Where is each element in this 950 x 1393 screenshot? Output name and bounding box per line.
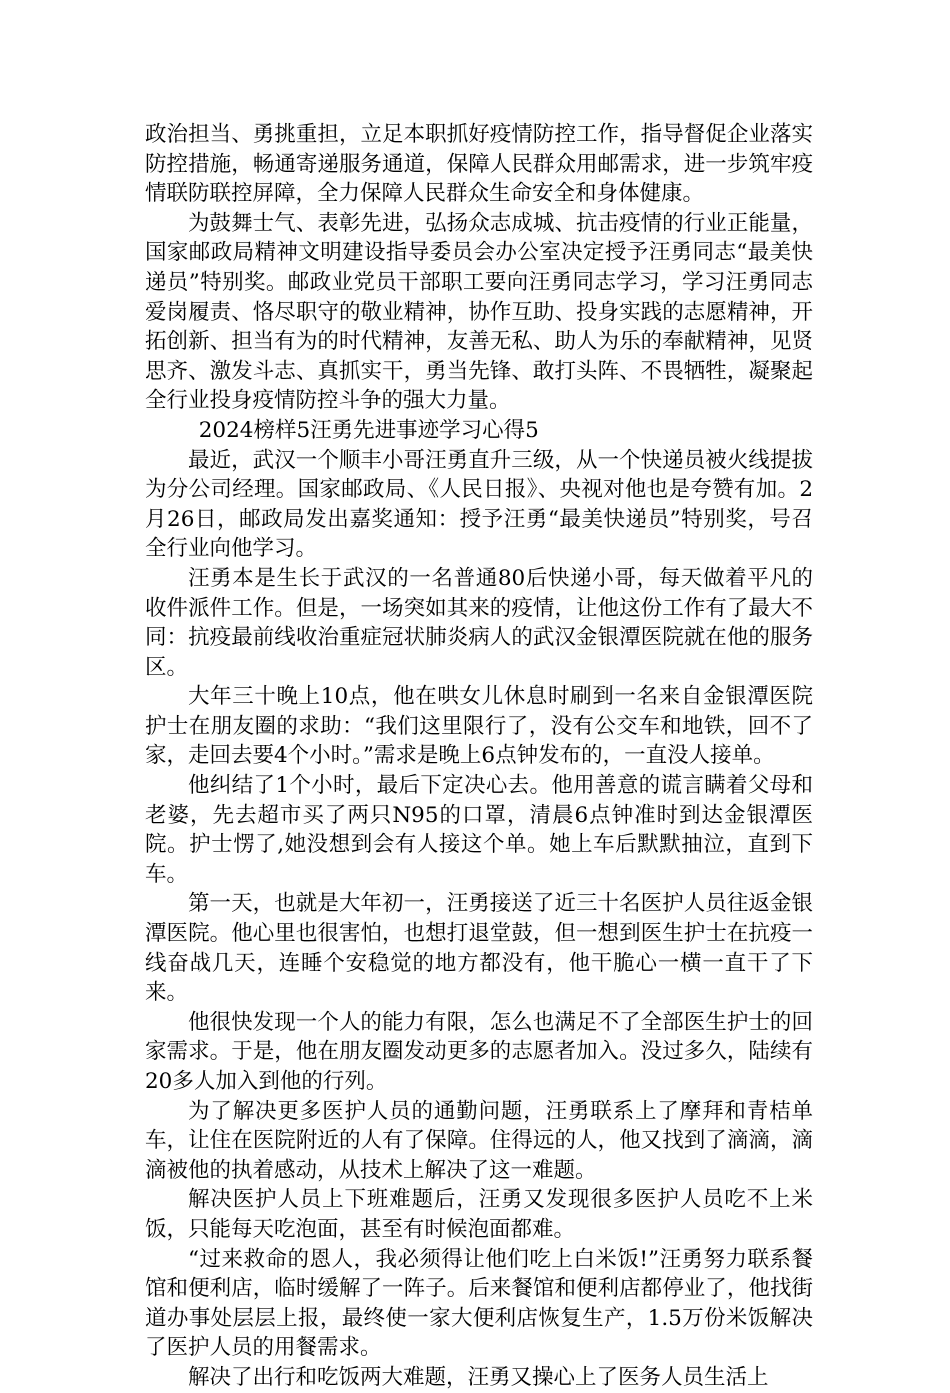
paragraph-background: 汪勇本是生长于武汉的一名普通80后快递小哥，每天做着平凡的收件派件工作。但是，一场突如其来的疫情，让他这份工作有了最大不同：抗疫最前线收治重症冠状肺炎病人的武汉金银潭医院就在他的服务区。	[145, 565, 813, 680]
paragraph-commute: 为了解决更多医护人员的通勤问题，汪勇联系上了摩拜和青桔单车，让住在医院附近的人有了保障。住得远的人，他又找到了滴滴，滴滴被他的执着感动，从技术上解决了这一难题。	[145, 1098, 813, 1183]
document-page	[145, 120, 813, 1393]
paragraph-rice: “过来救命的恩人，我必须得让他们吃上白米饭!”汪勇努力联系餐馆和便利店，临时缓解了一阵子。后来餐馆和便利店都停业了，他找街道办事处层层上报，最终使一家大便利店恢复生产，1.5万份米饭解决了医护人员的用餐需求。	[145, 1246, 813, 1361]
paragraph-volunteers: 他很快发现一个人的能力有限，怎么也满足不了全部医生护士的回家需求。于是，他在朋友圈发动更多的志愿者加入。没过多久，陆续有20多人加入到他的行列。	[145, 1009, 813, 1094]
paragraph-commendation: 为鼓舞士气、表彰先进，弘扬众志成城、抗击疫情的行业正能量，国家邮政局精神文明建设指导委员会办公室决定授予汪勇同志“最美快递员”特别奖。邮政业党员干部职工要向汪勇同志学习，学习汪勇同志爱岗履责、恪尽职守的敬业精神，协作互助、投身实践的志愿精神，开拓创新、担当有为的时代精神，友善无私、助人为乐的奉献精神，见贤思齐、激发斗志、真抓实干，勇当先锋、敢打头阵、不畏牺牲，凝聚起全行业投身疫情防控斗争的强大力量。	[145, 210, 813, 414]
paragraph-decision: 他纠结了1个小时，最后下定决心去。他用善意的谎言瞒着父母和老婆，先去超市买了两只N95的口罩，清晨6点钟准时到达金银潭医院。护士愣了,她没想到会有人接这个单。她上车后默默抽泣，直到下车。	[145, 773, 813, 887]
paragraph-new-years-eve: 大年三十晚上10点，他在哄女儿休息时刷到一名来自金银潭医院护士在朋友圈的求助：“我们这里限行了，没有公交车和地铁，回不了家，走回去要4个小时。”需求是晚上6点钟发布的，一直没人接单。	[145, 684, 813, 769]
section-heading: 2024榜样5汪勇先进事迹学习心得5	[198, 417, 539, 443]
paragraph-first-day: 第一天，也就是大年初一，汪勇接送了近三十名医护人员往返金银潭医院。他心里也很害怕，也想打退堂鼓，但一想到医生护士在抗疫一线奋战几天，连睡个安稳觉的地方都没有，他干脆心一横一直干了下来。	[145, 891, 813, 1006]
paragraph-continuation: 政治担当、勇挑重担，立足本职抓好疫情防控工作，指导督促企业落实防控措施，畅通寄递服务通道，保障人民群众用邮需求，进一步筑牢疫情联防联控屏障，全力保障人民群众生命安全和身体健康。	[145, 122, 813, 207]
paragraph-promotion: 最近，武汉一个顺丰小哥汪勇直升三级，从一个快递员被火线提拔为分公司经理。国家邮政局、《人民日报》、央视对他也是夸赞有加。2月26日，邮政局发出嘉奖通知：授予汪勇“最美快递员”特别奖，号召全行业向他学习。	[145, 447, 813, 562]
paragraph-living-needs: 解决了出行和吃饭两大难题，汪勇又操心上了医务人员生活上	[188, 1364, 769, 1390]
paragraph-meals-problem: 解决医护人员上下班难题后，汪勇又发现很多医护人员吃不上米饭，只能每天吃泡面，甚至有时候泡面都难。	[145, 1187, 813, 1242]
